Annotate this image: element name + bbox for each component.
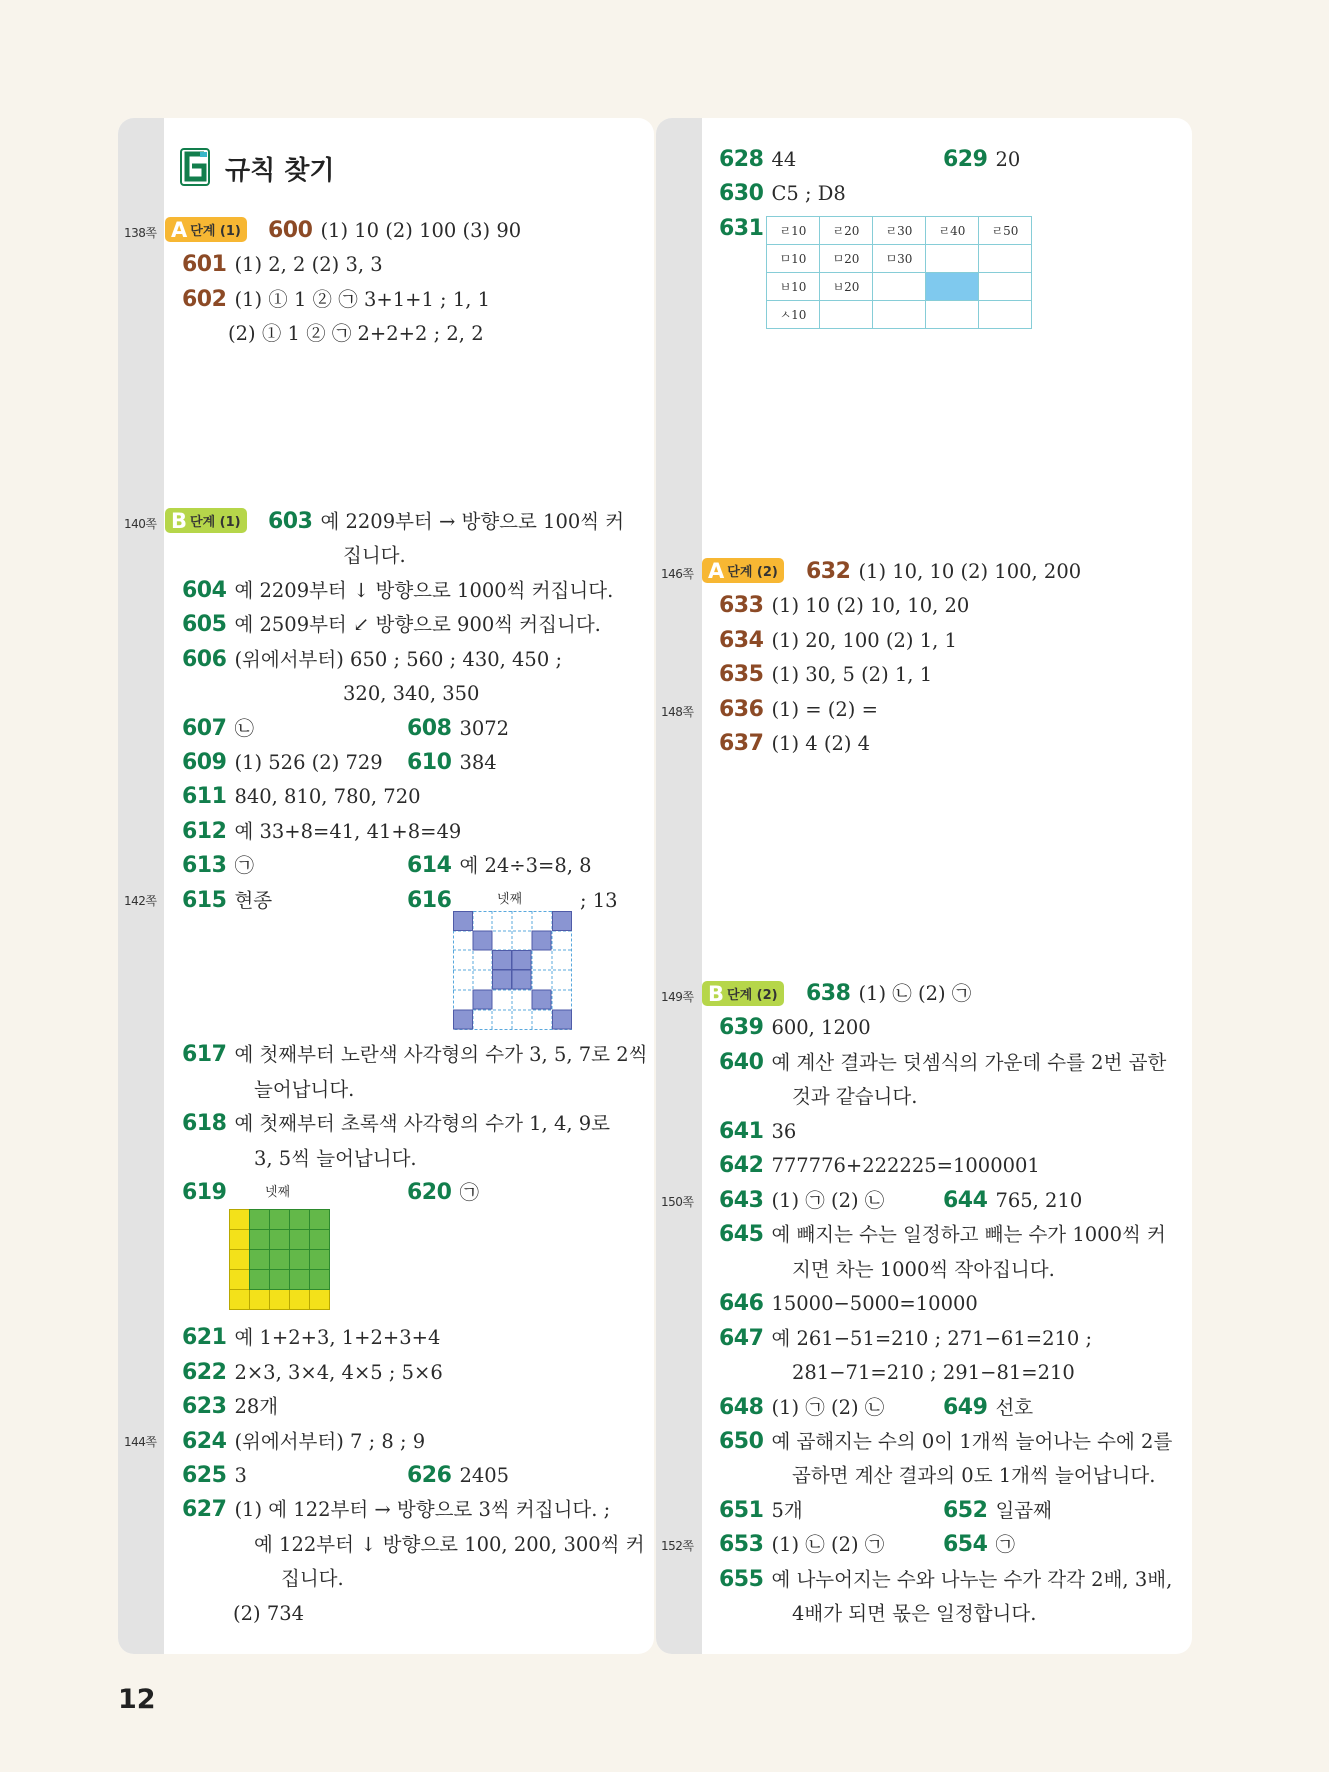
- page-ref-strip: [656, 118, 702, 1654]
- answer-604: 604 예 2209부터 ↓ 방향으로 1000씩 커집니다.: [182, 578, 614, 603]
- answer-617: 617 예 첫째부터 노란색 사각형의 수가 3, 5, 7로 2씩: [182, 1042, 648, 1067]
- table-cell: [820, 301, 873, 329]
- table-cell: ㅅ10: [767, 301, 820, 329]
- answer-646: 646 15000−5000=10000: [719, 1291, 978, 1316]
- answer-645-cont: 지면 차는 1000씩 작아집니다.: [792, 1258, 1055, 1281]
- answer-641: 641 36: [719, 1119, 797, 1144]
- page-ref: 140쪽: [124, 517, 157, 531]
- table-cell: [979, 245, 1032, 273]
- page-number: 12: [118, 1684, 156, 1715]
- answer-627-cont2: 집니다.: [281, 1567, 344, 1590]
- answer-640-cont: 것과 같습니다.: [792, 1085, 918, 1108]
- answer-632: 632 (1) 10, 10 (2) 100, 200: [806, 559, 1082, 584]
- answer-649: 649 선호: [943, 1395, 1034, 1420]
- answer-619: 619: [182, 1180, 227, 1205]
- answer-616-tail: ; 13: [580, 889, 618, 912]
- figure-616-label: 넷째: [497, 892, 523, 907]
- answer-652: 652 일곱째: [943, 1498, 1052, 1523]
- answer-610: 610 384: [407, 750, 497, 775]
- answer-617-cont: 늘어납니다.: [254, 1078, 355, 1101]
- answer-602: 602 (1) ① 1 ② ㉠ 3+1+1 ; 1, 1: [182, 287, 491, 312]
- answer-613: 613 ㉠: [182, 853, 254, 878]
- answer-628: 628 44: [719, 147, 797, 172]
- answer-601: 601 (1) 2, 2 (2) 3, 3: [182, 252, 383, 277]
- table-cell: ㄹ40: [926, 217, 979, 245]
- table-cell: ㅂ10: [767, 273, 820, 301]
- answer-603: 603 예 2209부터 → 방향으로 100씩 커: [268, 509, 625, 534]
- page-ref: 150쪽: [661, 1195, 694, 1209]
- seat-table-631: [766, 216, 1032, 329]
- table-cell: ㅂ20: [820, 273, 873, 301]
- page-ref: 152쪽: [661, 1539, 694, 1553]
- table-cell: ㅁ20: [820, 245, 873, 273]
- answer-634: 634 (1) 20, 100 (2) 1, 1: [719, 628, 957, 653]
- answer-635: 635 (1) 30, 5 (2) 1, 1: [719, 662, 933, 687]
- answer-612: 612 예 33+8=41, 41+8=49: [182, 819, 462, 844]
- table-cell-highlighted: [926, 273, 979, 301]
- answer-609: 609 (1) 526 (2) 729: [182, 750, 383, 775]
- answer-621: 621 예 1+2+3, 1+2+3+4: [182, 1325, 441, 1350]
- answer-637: 637 (1) 4 (2) 4: [719, 731, 871, 756]
- right-answer-panel: [656, 118, 1192, 1654]
- level-badge-b2: B 단계 (2): [702, 981, 784, 1006]
- answer-606: 606 (위에서부터) 650 ; 560 ; 430, 450 ;: [182, 647, 563, 672]
- answer-654: 654 ㉠: [943, 1532, 1015, 1557]
- table-cell: ㄹ50: [979, 217, 1032, 245]
- table-cell: [979, 301, 1032, 329]
- answer-650: 650 예 곱해지는 수의 0이 1개씩 늘어나는 수에 2를: [719, 1429, 1173, 1454]
- table-cell: [926, 245, 979, 273]
- page-ref: 146쪽: [661, 567, 694, 581]
- table-cell: ㅁ30: [873, 245, 926, 273]
- answer-647: 647 예 261−51=210 ; 271−61=210 ;: [719, 1326, 1093, 1351]
- answer-651: 651 5개: [719, 1498, 803, 1523]
- figure-619-square-pattern: [229, 1209, 332, 1312]
- answer-624: 624 (위에서부터) 7 ; 8 ; 9: [182, 1429, 426, 1454]
- page-ref-strip: [118, 118, 164, 1654]
- answer-629: 629 20: [943, 147, 1021, 172]
- answer-605: 605 예 2509부터 ↙ 방향으로 900씩 커집니다.: [182, 612, 601, 637]
- answer-615: 615 현종: [182, 888, 273, 913]
- answer-638: 638 (1) ㉡ (2) ㉠: [806, 981, 972, 1006]
- page-ref: 148쪽: [661, 705, 694, 719]
- answer-607: 607 ㉡: [182, 716, 254, 741]
- answer-608: 608 3072: [407, 716, 510, 741]
- level-badge-b1: B 단계 (1): [165, 508, 247, 533]
- answer-631: 631: [719, 216, 764, 241]
- answer-642: 642 777776+222225=1000001: [719, 1153, 1040, 1178]
- answer-645: 645 예 빼지는 수는 일정하고 빼는 수가 1000씩 커: [719, 1222, 1166, 1247]
- table-cell: ㄹ20: [820, 217, 873, 245]
- figure-619-label: 넷째: [265, 1185, 291, 1200]
- level-badge-a1: A 단계 (1): [165, 217, 247, 242]
- left-answer-panel: [118, 118, 654, 1654]
- answer-600: 600 (1) 10 (2) 100 (3) 90: [268, 218, 522, 243]
- answer-643: 643 (1) ㉠ (2) ㉡: [719, 1188, 885, 1213]
- page-ref: 149쪽: [661, 990, 694, 1004]
- answer-606-cont: 320, 340, 350: [343, 682, 480, 705]
- answer-655: 655 예 나누어지는 수와 나누는 수가 각각 2배, 3배,: [719, 1567, 1173, 1592]
- answer-653: 653 (1) ㉡ (2) ㉠: [719, 1532, 885, 1557]
- answer-618: 618 예 첫째부터 초록색 사각형의 수가 1, 4, 9로: [182, 1111, 610, 1136]
- table-cell: [979, 273, 1032, 301]
- chapter-number-icon: [180, 148, 210, 186]
- answer-603-cont: 집니다.: [343, 544, 406, 567]
- answer-644: 644 765, 210: [943, 1188, 1083, 1213]
- figure-616-x-pattern: [453, 911, 572, 1030]
- table-cell: [926, 301, 979, 329]
- answer-647-cont: 281−71=210 ; 291−81=210: [792, 1361, 1075, 1384]
- answer-611: 611 840, 810, 780, 720: [182, 784, 421, 809]
- page-ref: 138쪽: [124, 226, 157, 240]
- answer-626: 626 2405: [407, 1463, 510, 1488]
- answer-630: 630 C5 ; D8: [719, 181, 846, 206]
- table-cell: [873, 273, 926, 301]
- table-cell: ㄹ10: [767, 217, 820, 245]
- answer-618-cont: 3, 5씩 늘어납니다.: [254, 1147, 417, 1170]
- answer-622: 622 2×3, 3×4, 4×5 ; 5×6: [182, 1360, 443, 1385]
- answer-627-cont1: 예 122부터 ↓ 방향으로 100, 200, 300씩 커: [254, 1533, 645, 1556]
- answer-633: 633 (1) 10 (2) 10, 10, 20: [719, 593, 970, 618]
- table-cell: ㅁ10: [767, 245, 820, 273]
- answer-639: 639 600, 1200: [719, 1015, 871, 1040]
- answer-602-part2: (2) ① 1 ② ㉠ 2+2+2 ; 2, 2: [228, 322, 484, 345]
- table-cell: ㄹ30: [873, 217, 926, 245]
- page-ref: 144쪽: [124, 1435, 157, 1449]
- chapter-title: 규칙 찾기: [225, 156, 335, 186]
- answer-648: 648 (1) ㉠ (2) ㉡: [719, 1395, 885, 1420]
- answer-614: 614 예 24÷3=8, 8: [407, 853, 592, 878]
- answer-655-cont: 4배가 되면 몫은 일정합니다.: [792, 1602, 1037, 1625]
- table-cell: [873, 301, 926, 329]
- answer-620: 620 ㉠: [407, 1180, 479, 1205]
- answer-650-cont: 곱하면 계산 결과의 0도 1개씩 늘어납니다.: [792, 1464, 1156, 1487]
- level-badge-a2: A 단계 (2): [702, 558, 784, 583]
- page-ref: 142쪽: [124, 894, 157, 908]
- answer-623: 623 28개: [182, 1394, 279, 1419]
- answer-625: 625 3: [182, 1463, 247, 1488]
- answer-627-part2: (2) 734: [233, 1602, 305, 1625]
- answer-627: 627 (1) 예 122부터 → 방향으로 3씩 커집니다. ;: [182, 1497, 611, 1522]
- answer-640: 640 예 계산 결과는 덧셈식의 가운데 수를 2번 곱한: [719, 1050, 1167, 1075]
- answer-636: 636 (1) = (2) =: [719, 697, 878, 722]
- answer-616: 616: [407, 888, 452, 913]
